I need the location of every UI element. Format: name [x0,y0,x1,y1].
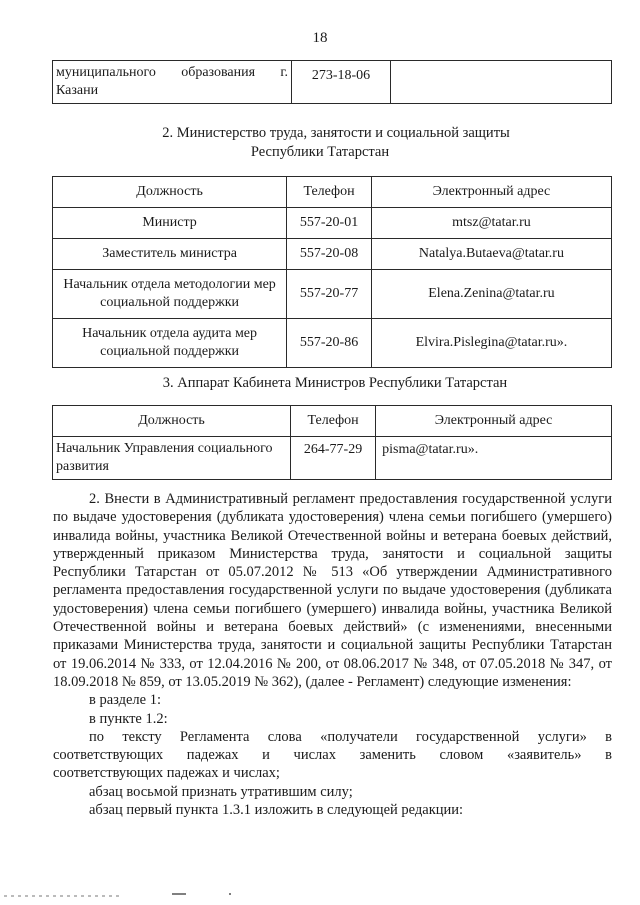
table-cell-phone: 557-20-86 [287,319,372,368]
cabinet-contacts-table [52,405,612,480]
table-cell-position: Начальник Управления социального развития [53,437,291,480]
scan-noise [0,884,640,904]
table-row [53,61,612,104]
body-text [53,490,612,819]
column-header: Должность [53,406,291,437]
ministry-contacts-table [52,176,612,368]
page-number: 18 [312,30,328,46]
column-header: Телефон [291,406,376,437]
table-cell-position: Начальник отдела аудита мер социальной поддержки [53,319,287,368]
table-row [53,437,612,480]
table-cell-email [391,61,612,104]
table-header-row [53,406,612,437]
table-cell-position: Начальник отдела методологии мер социальной поддержки [53,270,287,319]
table-cell-phone: 557-20-08 [287,239,372,270]
table-cell-phone: 557-20-77 [287,270,372,319]
heading-line: Республики Татарстан [250,144,390,160]
table-cell-position: Министр [53,208,287,239]
main-paragraph: 2. Внести в Административный регламент предоставления государственной услуги по выдаче удостоверения (дубликата удостоверения) члена семьи погибшего (умершего) инвалида войны, участника Великой Отечественной войны и ветерана боевых действий, утвержденный приказом Министерства труда, занятости и социальной защиты Республики Татарстан от 05.07.2012 № 513 «Об утверждении Административного регламента предоставления государственной услуги по выдаче удостоверения (дубликата удостоверения) члена семьи погибшего (умершего) инвалида войны, участника Великой Отечественной войны и ветерана боевых действий» (с изменениями, внесенными приказами Министерства труда, занятости и социальной защиты Республики Татарстан от 19.06.2014 № 333, от 12.04.2016 № 200, от 08.06.2017 № 348, от 07.05.2018 № 347, от 18.09.2018 № 859, от 13.05.2019 № 362), (далее - Регламент) следующие изменения: [53,491,612,690]
list-item: в разделе 1: [89,692,162,709]
column-header: Телефон [287,177,372,208]
list-item: в пункте 1.2: [89,710,168,727]
column-header: Электронный адрес [371,177,611,208]
list-item: соответствующих падежах и числах; [53,765,280,782]
column-header: Должность [53,177,287,208]
list-item: по тексту Регламента слова «получатели государственной услуги» в [89,728,612,745]
top-table [52,60,612,104]
table-row [53,270,612,319]
table-cell-phone: 264-77-29 [291,437,376,480]
table-header-row [53,177,612,208]
table-cell-phone: 557-20-01 [287,208,372,239]
list-item: соответствующих падежах и числах заменить словом «заявитель» в [53,747,612,764]
column-header: Электронный адрес [376,406,612,437]
heading-line: 2. Министерство труда, занятости и социальной защиты [162,125,510,141]
table-cell-email: mtsz@tatar.ru [371,208,611,239]
table-cell-email: Natalya.Butaeva@tatar.ru [371,239,611,270]
table-cell-phone: 273-18-06 [292,61,391,104]
table-row [53,319,612,368]
list-item: абзац первый пункта 1.3.1 изложить в следующей редакции: [89,802,464,819]
table-cell-email: Elena.Zenina@tatar.ru [371,270,611,319]
table-row [53,239,612,270]
section-3-heading: 3. Аппарат Кабинета Министров Республики Татарстан [162,375,508,391]
table-cell-email: pisma@tatar.ru». [376,437,612,480]
table-row [53,208,612,239]
table-cell-email: Elvira.Pislegina@tatar.ru». [371,319,611,368]
section-2-heading [0,124,640,162]
list-item: абзац восьмой признать утратившим силу; [89,783,353,800]
table-cell-position: муниципального образования г. Казани [53,61,292,104]
table-cell-position: Заместитель министра [53,239,287,270]
